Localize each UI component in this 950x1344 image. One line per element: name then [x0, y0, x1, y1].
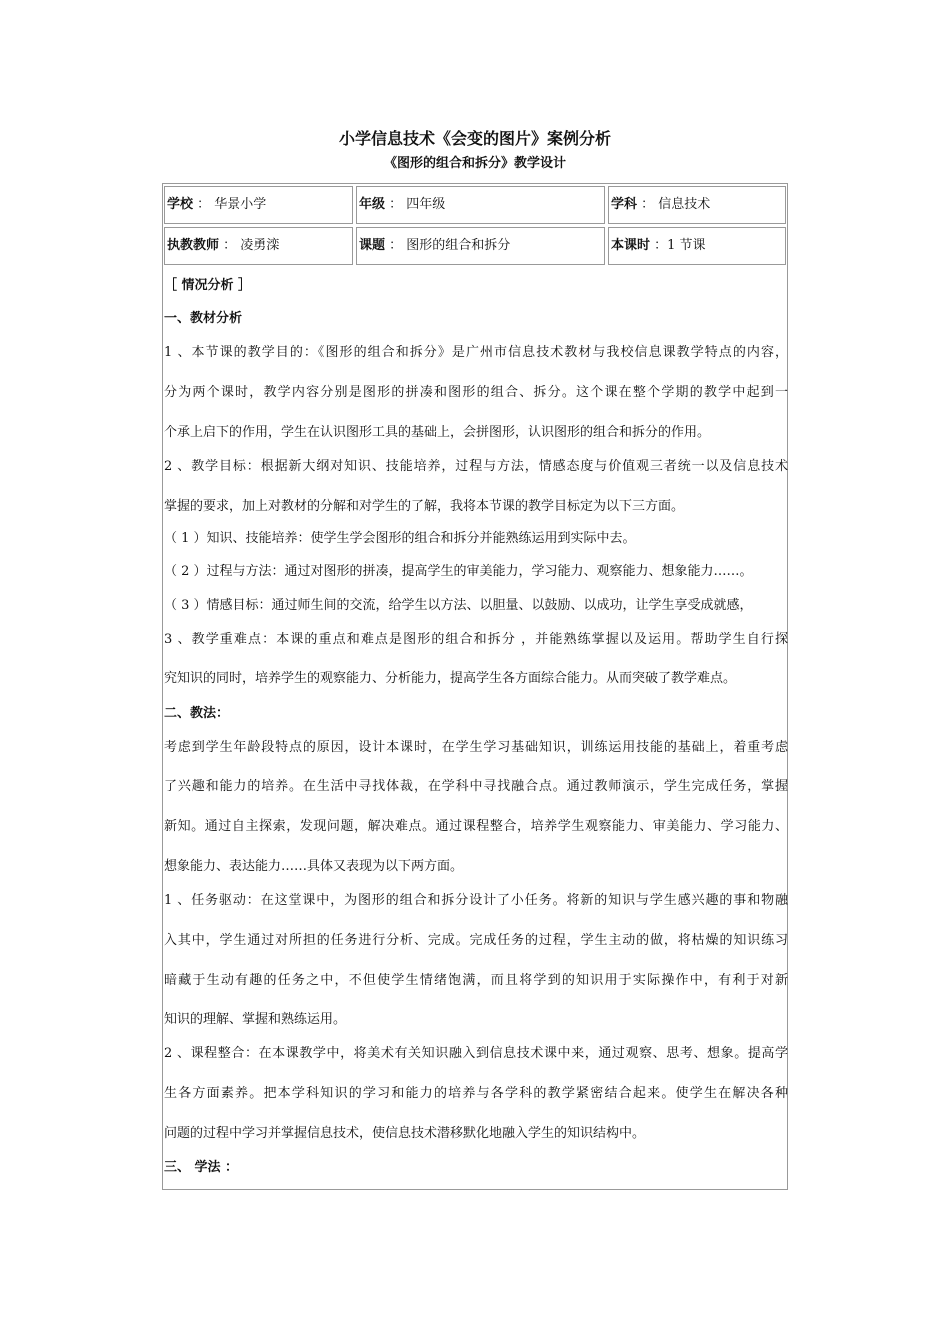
grade-cell [356, 186, 605, 224]
subject-cell [608, 186, 786, 224]
teacher-value: ： 凌勇滦 [219, 238, 280, 253]
text-line: 1 、本节课的教学目的：《图形的组合和拆分》是广州市信息技术教材与我校信息课教学特点的内容， [164, 345, 788, 360]
subject-label: 学科 [611, 197, 638, 212]
text-line: 知识的理解、掌握和熟练运用。 [164, 1012, 347, 1027]
text-line: 问题的过程中学习并掌握信息技术，使信息技术潜移默化地融入学生的知识结构中。 [164, 1126, 646, 1141]
text-line: 了兴趣和能力的培养。在生活中寻找体裁，在学科中寻找融合点。通过教师演示，学生完成任务，掌握 [164, 779, 788, 794]
text-line: 生各方面素养。把本学科知识的学习和能力的培养与各学科的教学紧密结合起来。使学生在解决各种 [164, 1086, 788, 1101]
text-line: （ 1 ）知识、技能培养：使学生学会图形的组合和拆分并能熟练运用到实际中去。 [164, 531, 636, 546]
text-line: 个承上启下的作用，学生在认识图形工具的基础上，会拼图形，认识图形的组合和拆分的作用。 [164, 425, 711, 440]
grade-value: ： 四年级 [385, 197, 446, 212]
text-line: 2 、课程整合：在本课教学中，将美术有关知识融入到信息技术课中来，通过观察、思考、想象。提高学 [164, 1046, 788, 1061]
section-heading-material: 一、教材分析 [164, 311, 243, 326]
lesson-plan-table [162, 183, 788, 1190]
text-line: 究知识的同时，培养学生的观察能力、分析能力，提高学生各方面综合能力。从而突破了教学难点。 [164, 671, 737, 686]
hours-cell [608, 227, 786, 265]
school-cell [164, 186, 353, 224]
text-line: 新知。通过自主探索，发现问题，解决难点。通过课程整合，培养学生观察能力、审美能力、学习能力、 [164, 819, 788, 834]
text-line: 考虑到学生年龄段特点的原因，设计本课时，在学生学习基础知识，训练运用技能的基础上，着重考虑 [164, 740, 788, 755]
text-line: 分为两个课时，教学内容分别是图形的拼凑和图形的组合、拆分。这个课在整个学期的教学中起到一 [164, 385, 788, 400]
situation-heading: ［ 情况分析 ］ [164, 278, 252, 293]
page-subtitle: 《图形的组合和拆分》教学设计 [383, 156, 566, 171]
grade-label: 年级 [359, 197, 386, 212]
text-line: （ 3 ）情感目标：通过师生间的交流，给学生以方法、以胆量、以鼓励、以成功，让学生享受成就感， [164, 598, 753, 613]
topic-label: 课题 [359, 238, 386, 253]
text-line: 1 、任务驱动：在这堂课中，为图形的组合和拆分设计了小任务。将新的知识与学生感兴趣的事和物融 [164, 893, 788, 908]
subject-value: ： 信息技术 [637, 197, 711, 212]
section-heading-study: 三、 学法 ： [164, 1160, 239, 1175]
school-label: 学校 [167, 197, 194, 212]
text-line: 暗藏于生动有趣的任务之中，不但使学生情绪饱满，而且将学到的知识用于实际操作中，有利于对新 [164, 973, 788, 988]
hours-label: 本课时 [611, 238, 651, 253]
topic-cell [356, 227, 605, 265]
section-heading-method: 二、教法： [164, 706, 230, 721]
text-line: 入其中，学生通过对所担的任务进行分析、完成。完成任务的过程，学生主动的做，将枯燥的知识练习 [164, 933, 788, 948]
text-line: 3 、教学重难点：本课的重点和难点是图形的组合和拆分 ，并能熟练掌握以及运用。帮助学生自行探 [164, 632, 788, 647]
text-line: （ 2 ）过程与方法：通过对图形的拼凑，提高学生的审美能力，学习能力、观察能力、想象能力……。 [164, 564, 753, 579]
page-title: 小学信息技术《会变的图片》案例分析 [338, 129, 611, 148]
hours-value: ：1 节课 [650, 238, 706, 253]
teacher-label: 执教教师 [167, 238, 220, 253]
text-line: 掌握的要求，加上对教材的分解和对学生的了解，我将本节课的教学目标定为以下三方面。 [164, 499, 685, 514]
text-line: 2 、教学目标：根据新大纲对知识、技能培养，过程与方法，情感态度与价值观三者统一以及信息技术 [164, 459, 788, 474]
topic-value: ： 图形的组合和拆分 [385, 238, 511, 253]
school-value: ： 华景小学 [193, 197, 267, 212]
text-line: 想象能力、表达能力……具体又表现为以下两方面。 [164, 859, 464, 874]
teacher-cell [164, 227, 353, 265]
